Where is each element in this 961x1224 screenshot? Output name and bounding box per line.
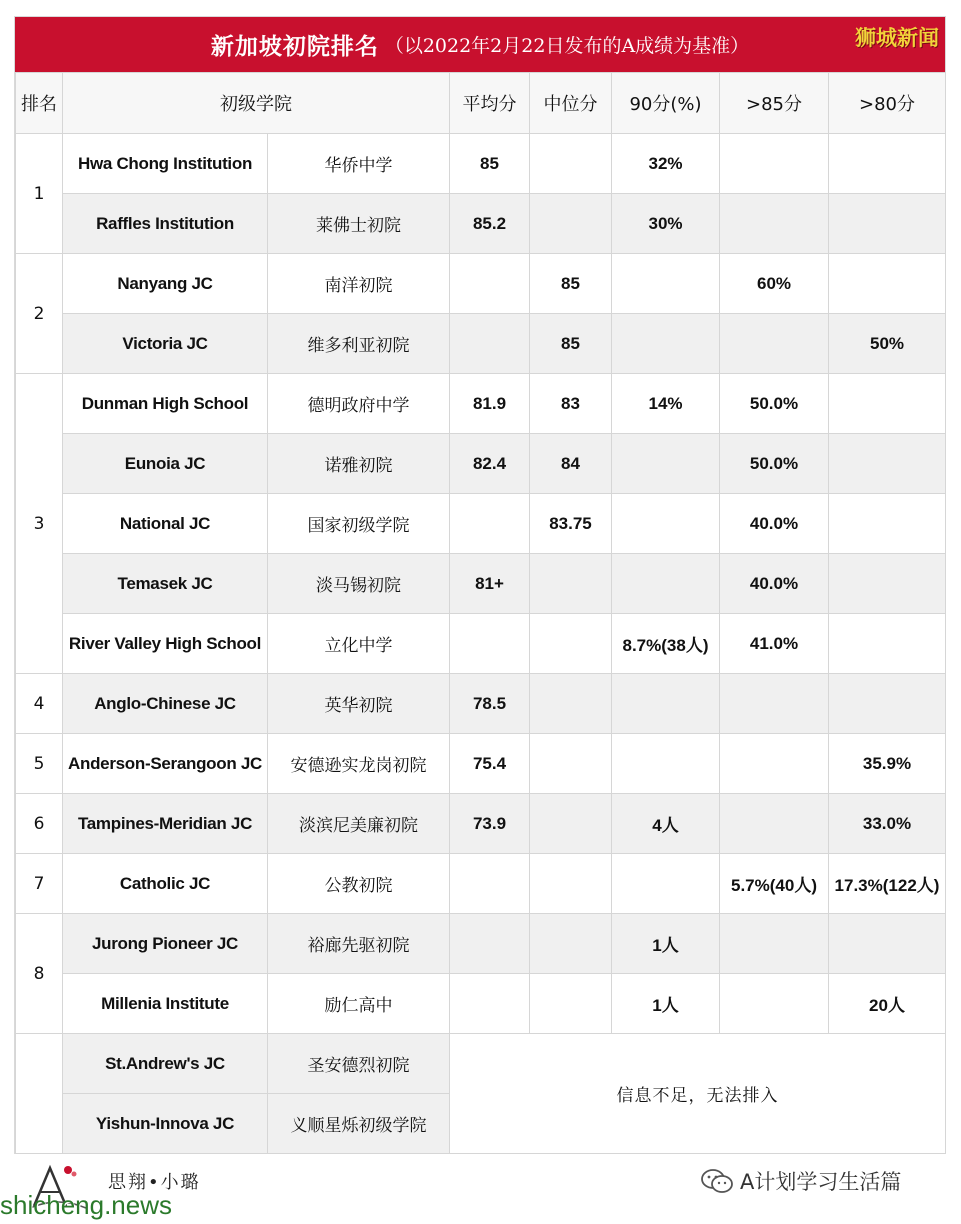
median-cell xyxy=(530,854,612,914)
college-zh: 国家初级学院 xyxy=(268,494,450,554)
p85-cell xyxy=(720,194,829,254)
college-en: Nanyang JC xyxy=(63,254,268,314)
college-zh: 英华初院 xyxy=(268,674,450,734)
table-row xyxy=(16,554,946,614)
average-cell: 85 xyxy=(450,134,530,194)
college-zh: 南洋初院 xyxy=(268,254,450,314)
college-en: Victoria JC xyxy=(63,314,268,374)
p80-cell: 50% xyxy=(829,314,946,374)
rank-cell xyxy=(16,1034,63,1154)
table-row xyxy=(16,614,946,674)
p90-cell: 8.7%(38人) xyxy=(612,614,720,674)
p90-cell: 32% xyxy=(612,134,720,194)
table-row xyxy=(16,434,946,494)
college-zh: 义顺星烁初级学院 xyxy=(268,1094,450,1154)
p80-cell xyxy=(829,374,946,434)
table-row xyxy=(16,254,946,314)
p90-cell: 1人 xyxy=(612,914,720,974)
college-zh: 立化中学 xyxy=(268,614,450,674)
college-en: Temasek JC xyxy=(63,554,268,614)
table-row xyxy=(16,494,946,554)
college-zh: 华侨中学 xyxy=(268,134,450,194)
median-cell xyxy=(530,674,612,734)
college-en: Raffles Institution xyxy=(63,194,268,254)
rank-cell: 3 xyxy=(16,374,63,674)
college-zh: 莱佛士初院 xyxy=(268,194,450,254)
rank-cell: 2 xyxy=(16,254,63,374)
p85-cell: 40.0% xyxy=(720,494,829,554)
table-row xyxy=(16,974,946,1034)
watermark-logo: 狮城新闻 xyxy=(855,26,939,50)
p80-cell xyxy=(829,134,946,194)
average-cell xyxy=(450,254,530,314)
p85-cell xyxy=(720,314,829,374)
header-80: >80分 xyxy=(829,73,946,134)
p80-cell xyxy=(829,614,946,674)
p80-cell: 33.0% xyxy=(829,794,946,854)
rank-cell: 5 xyxy=(16,734,63,794)
unranked-note: 信息不足，无法排入 xyxy=(450,1034,946,1154)
rank-cell: 1 xyxy=(16,134,63,254)
college-zh: 淡马锡初院 xyxy=(268,554,450,614)
average-cell: 78.5 xyxy=(450,674,530,734)
average-cell xyxy=(450,614,530,674)
college-zh: 诺雅初院 xyxy=(268,434,450,494)
average-cell: 75.4 xyxy=(450,734,530,794)
site-watermark: shicheng.news xyxy=(0,1190,172,1220)
average-cell: 85.2 xyxy=(450,194,530,254)
rank-cell: 4 xyxy=(16,674,63,734)
page-subtitle: （以2022年2月22日发布的A成绩为基准） xyxy=(384,35,750,57)
median-cell xyxy=(530,134,612,194)
median-cell xyxy=(530,194,612,254)
college-en: Jurong Pioneer JC xyxy=(63,914,268,974)
p85-cell: 41.0% xyxy=(720,614,829,674)
p85-cell xyxy=(720,974,829,1034)
p90-cell: 4人 xyxy=(612,794,720,854)
p80-cell: 20人 xyxy=(829,974,946,1034)
average-cell xyxy=(450,314,530,374)
college-zh: 励仁高中 xyxy=(268,974,450,1034)
table-row xyxy=(16,134,946,194)
p85-cell xyxy=(720,914,829,974)
p85-cell xyxy=(720,794,829,854)
college-en: Eunoia JC xyxy=(63,434,268,494)
median-cell: 83.75 xyxy=(530,494,612,554)
rank-cell: 6 xyxy=(16,794,63,854)
college-en: Hwa Chong Institution xyxy=(63,134,268,194)
college-zh: 公教初院 xyxy=(268,854,450,914)
table-row xyxy=(16,194,946,254)
college-en: Tampines-Meridian JC xyxy=(63,794,268,854)
college-en: Catholic JC xyxy=(63,854,268,914)
table-row xyxy=(16,374,946,434)
college-zh: 淡滨尼美廉初院 xyxy=(268,794,450,854)
college-zh: 维多利亚初院 xyxy=(268,314,450,374)
median-cell xyxy=(530,914,612,974)
table-row xyxy=(16,674,946,734)
average-cell: 82.4 xyxy=(450,434,530,494)
p85-cell xyxy=(720,134,829,194)
header-90: 90分(%) xyxy=(612,73,720,134)
p80-cell xyxy=(829,434,946,494)
average-cell: 81.9 xyxy=(450,374,530,434)
college-zh: 裕廊先驱初院 xyxy=(268,914,450,974)
average-cell: 81+ xyxy=(450,554,530,614)
p85-cell: 5.7%(40人) xyxy=(720,854,829,914)
p80-cell xyxy=(829,914,946,974)
college-zh: 德明政府中学 xyxy=(268,374,450,434)
median-cell: 85 xyxy=(530,314,612,374)
average-cell xyxy=(450,854,530,914)
wechat-icon xyxy=(700,1168,734,1194)
p80-cell xyxy=(829,494,946,554)
median-cell: 84 xyxy=(530,434,612,494)
rank-cell: 8 xyxy=(16,914,63,1034)
rank-cell: 7 xyxy=(16,854,63,914)
header-85: >85分 xyxy=(720,73,829,134)
p90-cell xyxy=(612,314,720,374)
college-en: St.Andrew's JC xyxy=(63,1034,268,1094)
wechat-account xyxy=(700,1166,901,1196)
p80-cell xyxy=(829,194,946,254)
table-row xyxy=(16,854,946,914)
median-cell xyxy=(530,734,612,794)
p80-cell xyxy=(829,674,946,734)
college-zh: 圣安德烈初院 xyxy=(268,1034,450,1094)
college-en: Dunman High School xyxy=(63,374,268,434)
median-cell xyxy=(530,794,612,854)
college-en: Millenia Institute xyxy=(63,974,268,1034)
header-rank: 排名 xyxy=(16,73,63,134)
ranking-table xyxy=(15,72,946,1154)
p90-cell xyxy=(612,854,720,914)
p85-cell: 50.0% xyxy=(720,374,829,434)
average-cell xyxy=(450,974,530,1034)
p90-cell xyxy=(612,254,720,314)
college-en: River Valley High School xyxy=(63,614,268,674)
median-cell: 85 xyxy=(530,254,612,314)
p85-cell: 50.0% xyxy=(720,434,829,494)
p80-cell xyxy=(829,554,946,614)
p90-cell xyxy=(612,734,720,794)
title-bar xyxy=(15,17,945,72)
table-header-row xyxy=(16,73,946,134)
college-zh: 安德逊实龙岗初院 xyxy=(268,734,450,794)
median-cell: 83 xyxy=(530,374,612,434)
table-row xyxy=(16,1034,946,1094)
p80-cell: 17.3%(122人) xyxy=(829,854,946,914)
p85-cell xyxy=(720,734,829,794)
p90-cell: 14% xyxy=(612,374,720,434)
p90-cell xyxy=(612,554,720,614)
average-cell: 73.9 xyxy=(450,794,530,854)
p85-cell: 60% xyxy=(720,254,829,314)
table-row xyxy=(16,914,946,974)
table-row xyxy=(16,794,946,854)
college-en: National JC xyxy=(63,494,268,554)
p80-cell: 35.9% xyxy=(829,734,946,794)
header-median: 中位分 xyxy=(530,73,612,134)
table-row xyxy=(16,734,946,794)
page-title: 新加坡初院排名 xyxy=(210,34,379,60)
p90-cell: 30% xyxy=(612,194,720,254)
header-college: 初级学院 xyxy=(63,73,450,134)
p85-cell xyxy=(720,674,829,734)
college-en: Anglo-Chinese JC xyxy=(63,674,268,734)
average-cell xyxy=(450,914,530,974)
p85-cell: 40.0% xyxy=(720,554,829,614)
p90-cell: 1人 xyxy=(612,974,720,1034)
college-en: Yishun-Innova JC xyxy=(63,1094,268,1154)
median-cell xyxy=(530,614,612,674)
p90-cell xyxy=(612,494,720,554)
header-average: 平均分 xyxy=(450,73,530,134)
table-row xyxy=(16,314,946,374)
average-cell xyxy=(450,494,530,554)
p90-cell xyxy=(612,674,720,734)
median-cell xyxy=(530,974,612,1034)
wechat-account-name: A计划学习生活篇 xyxy=(740,1170,902,1194)
author-name: 思翔•小璐 xyxy=(108,1172,201,1193)
college-en: Anderson-Serangoon JC xyxy=(63,734,268,794)
p80-cell xyxy=(829,254,946,314)
p90-cell xyxy=(612,434,720,494)
median-cell xyxy=(530,554,612,614)
